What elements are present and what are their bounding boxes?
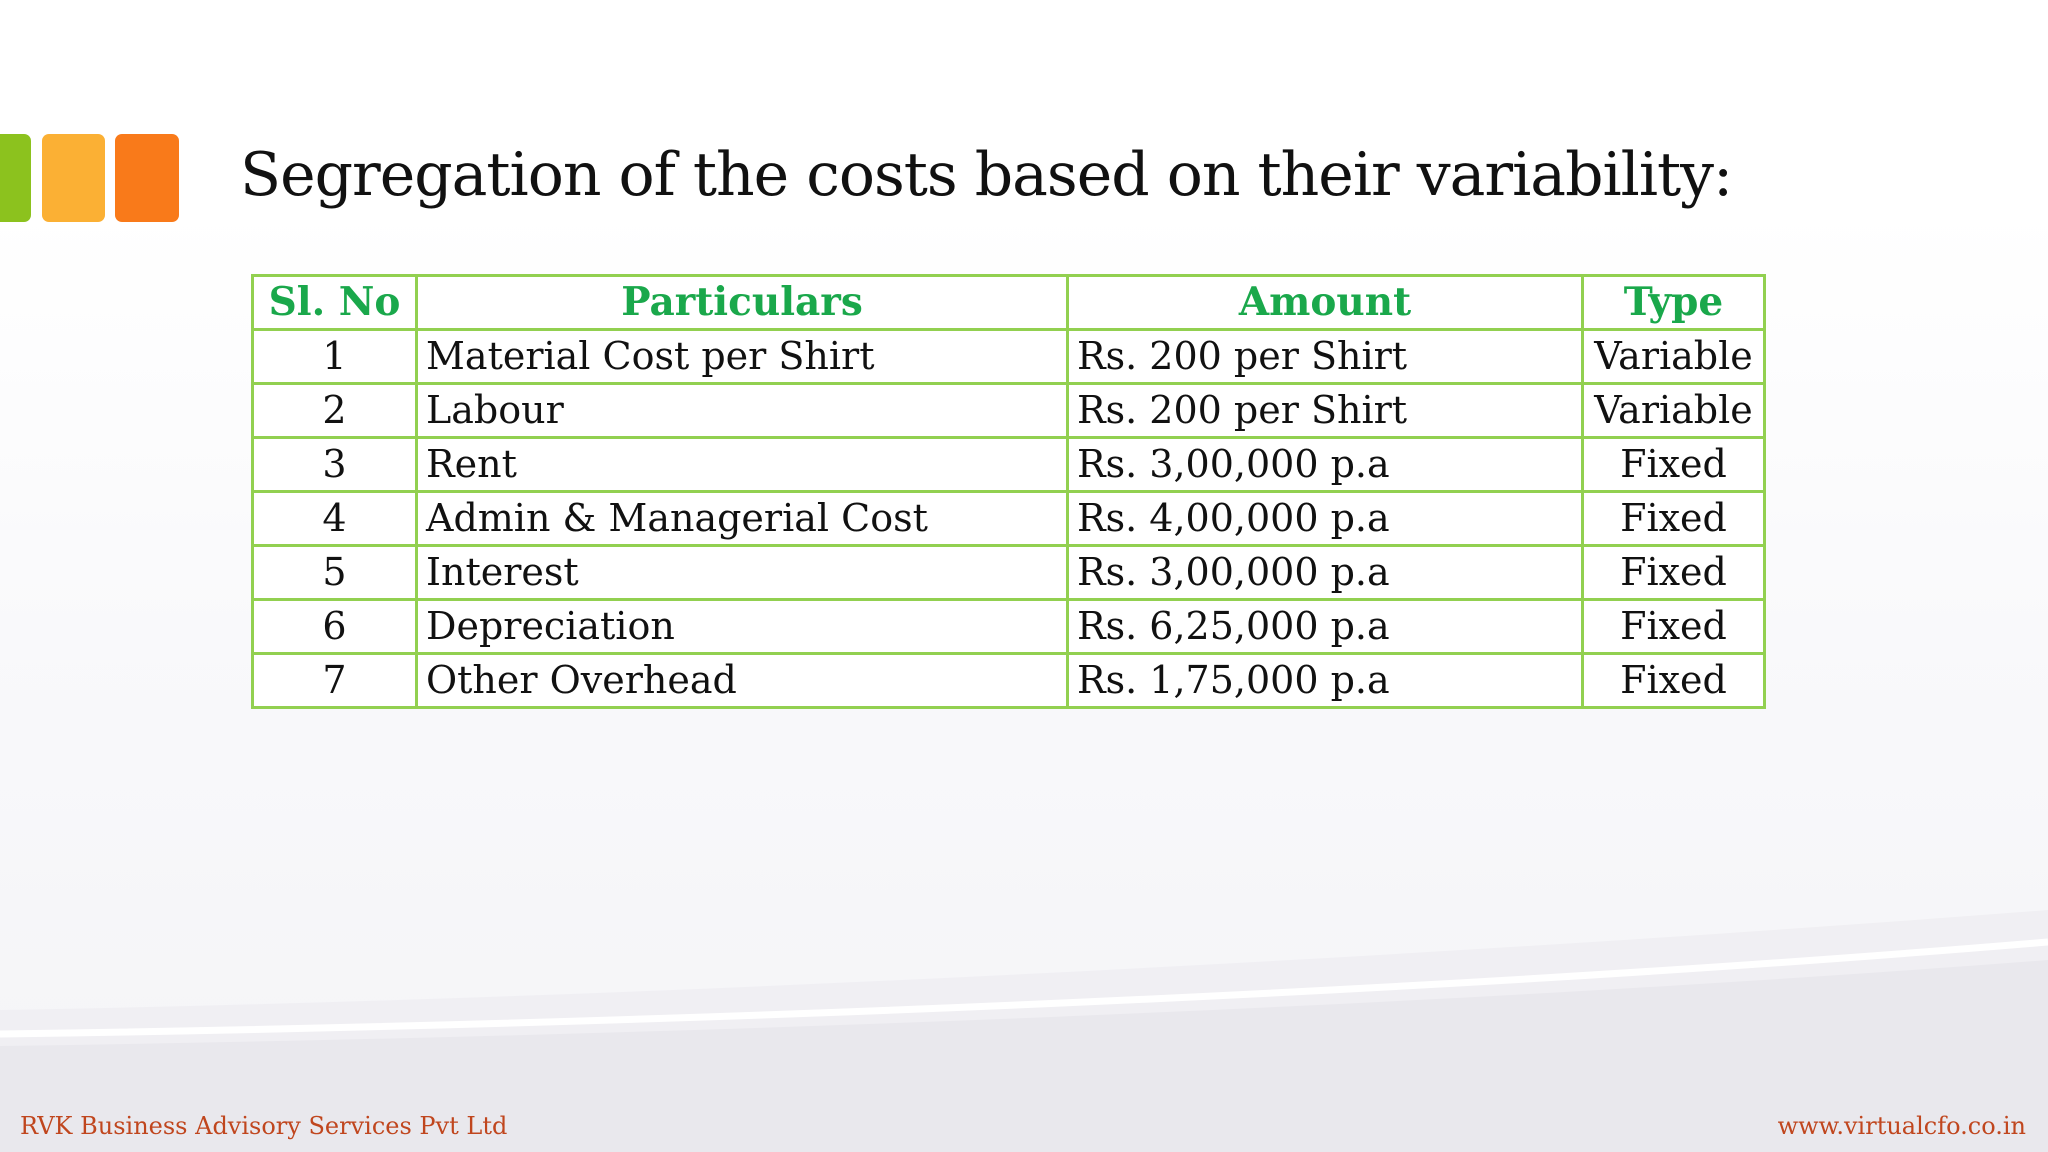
cell-amount: Rs. 200 per Shirt — [1068, 384, 1583, 438]
cell-sl-no: 7 — [253, 654, 417, 708]
cell-particulars: Labour — [417, 384, 1068, 438]
table-row — [253, 654, 1765, 708]
table-row — [253, 546, 1765, 600]
accent-block-orange — [115, 134, 179, 222]
cell-amount: Rs. 200 per Shirt — [1068, 330, 1583, 384]
header-sl-no: Sl. No — [253, 276, 417, 330]
cell-sl-no: 6 — [253, 600, 417, 654]
table-row — [253, 384, 1765, 438]
accent-block-green — [0, 134, 31, 222]
cell-type: Fixed — [1583, 600, 1765, 654]
header-particulars: Particulars — [417, 276, 1068, 330]
cell-sl-no: 3 — [253, 438, 417, 492]
cell-amount: Rs. 3,00,000 p.a — [1068, 546, 1583, 600]
cell-sl-no: 1 — [253, 330, 417, 384]
footer-website: www.virtualcfo.co.in — [1777, 1112, 2026, 1140]
cell-amount: Rs. 1,75,000 p.a — [1068, 654, 1583, 708]
header-amount: Amount — [1068, 276, 1583, 330]
cell-particulars: Material Cost per Shirt — [417, 330, 1068, 384]
header-type: Type — [1583, 276, 1765, 330]
cell-type: Fixed — [1583, 546, 1765, 600]
slide-title: Segregation of the costs based on their variability: — [240, 140, 1733, 210]
table-row — [253, 492, 1765, 546]
cell-type: Fixed — [1583, 438, 1765, 492]
table-row — [253, 330, 1765, 384]
cell-type: Fixed — [1583, 654, 1765, 708]
table-header-row — [253, 276, 1765, 330]
cell-particulars: Admin & Managerial Cost — [417, 492, 1068, 546]
cell-amount: Rs. 6,25,000 p.a — [1068, 600, 1583, 654]
cell-particulars: Depreciation — [417, 600, 1068, 654]
cell-amount: Rs. 4,00,000 p.a — [1068, 492, 1583, 546]
cell-particulars: Rent — [417, 438, 1068, 492]
cell-type: Fixed — [1583, 492, 1765, 546]
table-row — [253, 438, 1765, 492]
cell-sl-no: 5 — [253, 546, 417, 600]
cell-particulars: Other Overhead — [417, 654, 1068, 708]
cell-sl-no: 2 — [253, 384, 417, 438]
cell-type: Variable — [1583, 330, 1765, 384]
table-row — [253, 600, 1765, 654]
accent-block-yellow — [42, 134, 105, 222]
cell-sl-no: 4 — [253, 492, 417, 546]
cell-type: Variable — [1583, 384, 1765, 438]
cell-amount: Rs. 3,00,000 p.a — [1068, 438, 1583, 492]
cost-segregation-table — [251, 274, 1766, 709]
footer-company-name: RVK Business Advisory Services Pvt Ltd — [20, 1112, 508, 1140]
cell-particulars: Interest — [417, 546, 1068, 600]
